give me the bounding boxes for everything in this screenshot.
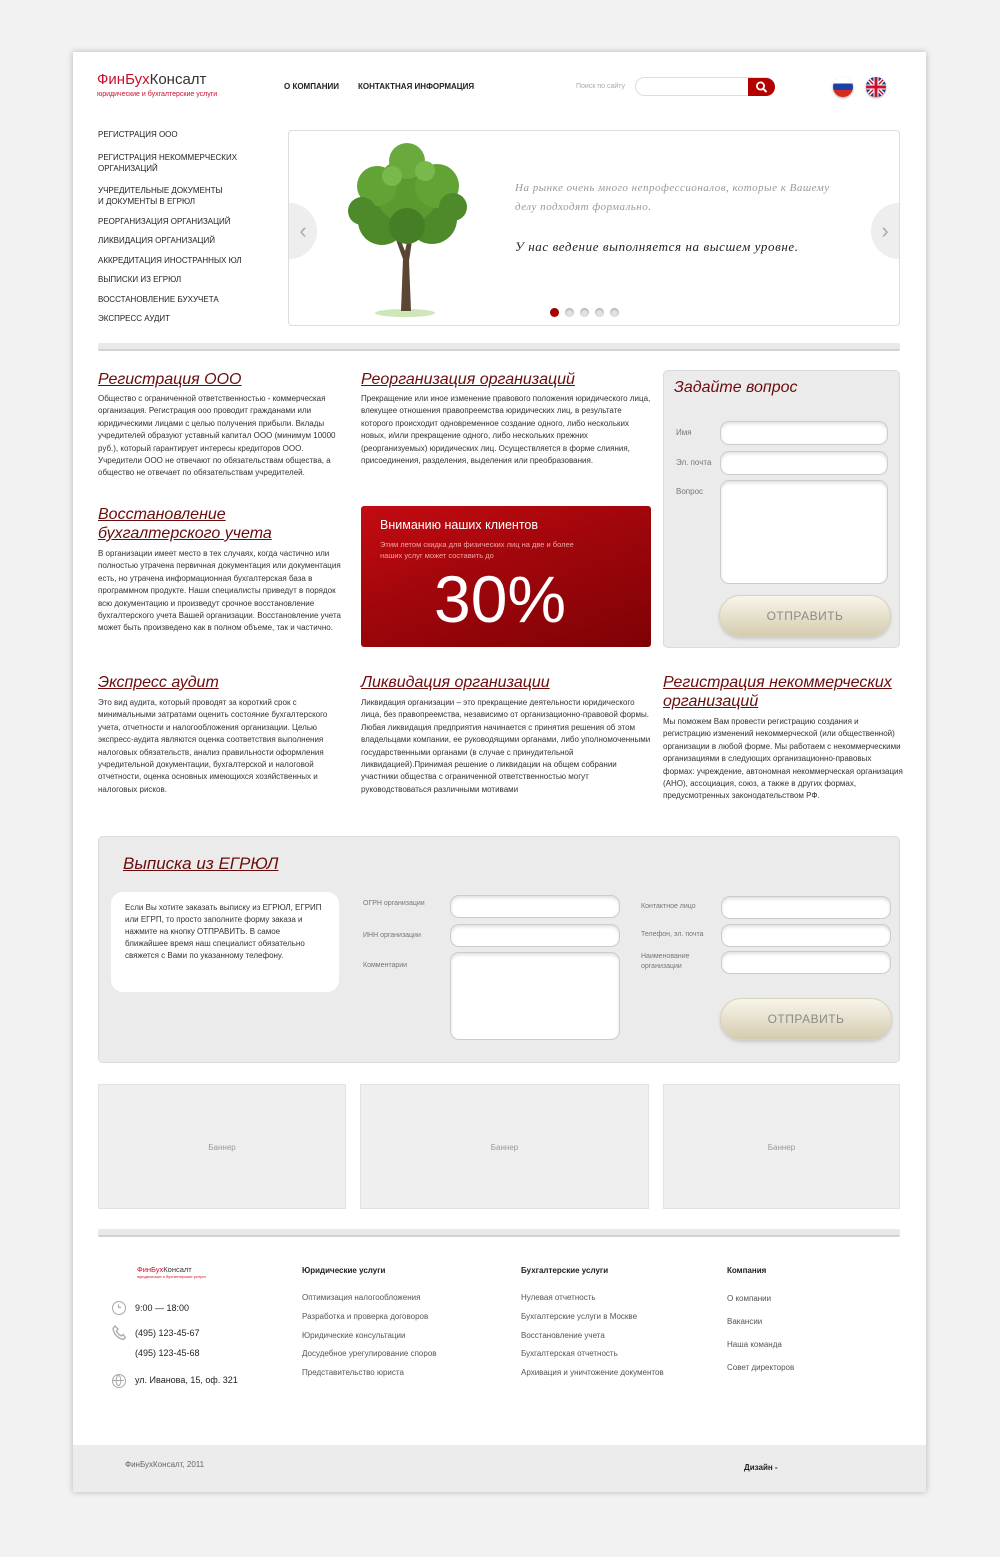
sidebar-item-nonprofit-registration[interactable]: РЕГИСТРАЦИЯ НЕКОММЕРЧЕСКИХ ОРГАНИЗАЦИЙ <box>98 153 238 173</box>
article-text-restoration: В организации имеет место в тех случаях, когда частично или полностью утрачена первичная документация или документация есть, но утрачена информационная бухгалтерская база в программном продукте. Наши специалисты приведут в порядок всю документацию и произведут срочное восстановление бухгалтерского учета Вашей организации. Восстановление учета может быть произведено как в полном объеме, так и частично. <box>98 549 341 633</box>
section-divider <box>98 343 900 351</box>
sidebar-item-liquidation[interactable]: ЛИКВИДАЦИЯ ОРГАНИЗАЦИЙ <box>98 236 215 245</box>
footer-legal-link[interactable]: Юридические консультации <box>302 1331 406 1340</box>
slider-next-button[interactable] <box>871 203 899 259</box>
footer-accounting-link[interactable]: Архивация и уничтожение документов <box>521 1368 664 1377</box>
article-text-llc: Общество с ограниченной ответственностью - коммерческая организация. Регистрация ооо проводит гражданами или юридическими лицами с целью получения прибыли. Вклады учредителей образуют уставный капитал ООО (минимум 10000 руб.), который гарантирует интересы кредиторов ООО. Учредители ООО не отвечают по обязательствам общества, а общество не отвечает по обязательствам учредителей. <box>98 394 336 478</box>
ogrn-field[interactable] <box>450 895 620 918</box>
uk-flag-icon[interactable] <box>866 77 886 97</box>
banner-placeholder[interactable]: Баннер <box>98 1084 346 1209</box>
footer-legal-link[interactable]: Досудебное урегулирование споров <box>302 1349 437 1358</box>
egrul-submit-button[interactable]: ОТПРАВИТЬ <box>720 998 892 1040</box>
article-title-llc[interactable]: Регистрация ООО <box>98 371 242 388</box>
sidebar-item-bookkeeping-restoration[interactable]: ВОССТАНОВЛЕНИЕ БУХУЧЕТА <box>98 295 219 304</box>
footer-company-link[interactable]: Наша команда <box>727 1340 782 1349</box>
promo-banner[interactable] <box>361 506 651 647</box>
ogrn-label: ОГРН организации <box>363 900 425 907</box>
article-text-nonprofit: Мы поможем Вам провести регистрацию создания и регистрацию изменений некоммерческой (или общественной) организации в любой форме. Мы работаем с некоммерческими организациями в следующих организационно-правовых формах: учреждение, автономная некоммерческая организация (АНО), ассоциация, союз, а также в других формах, предусмотренных законодательством РФ. <box>663 717 903 801</box>
search-label: Поиск по сайту <box>576 83 626 90</box>
footer-logo-part2: Консалт <box>163 1265 192 1274</box>
chevron-right-icon: › <box>881 218 889 243</box>
footer-legal-link[interactable]: Представительство юриста <box>302 1368 404 1377</box>
slide-quote-1: На рынке очень много непрофессионалов, которые к Вашему делу подходят формально. <box>515 182 830 213</box>
slider-dot[interactable] <box>595 308 604 317</box>
footer-phone-2[interactable]: (495) 123-45-68 <box>135 1348 200 1358</box>
article-title-audit[interactable]: Экспресс аудит <box>98 674 219 691</box>
inn-label: ИНН организации <box>363 932 421 939</box>
sidebar-item-express-audit[interactable]: ЭКСПРЕСС АУДИТ <box>98 314 171 323</box>
sidebar-item-egrul-extracts[interactable]: ВЫПИСКИ ИЗ ЕГРЮЛ <box>98 275 182 284</box>
promo-discount: 30% <box>434 562 567 636</box>
contact-person-field[interactable] <box>721 896 891 919</box>
phone-email-label: Телефон, эл. почта <box>641 931 704 938</box>
section-divider <box>98 1229 900 1237</box>
footer-company-link[interactable]: О компании <box>727 1294 772 1303</box>
comment-label: Комментарии <box>363 962 408 969</box>
inn-field[interactable] <box>450 924 620 947</box>
footer-accounting-heading: Бухгалтерские услуги <box>521 1266 609 1275</box>
footer-legal-heading: Юридические услуги <box>302 1266 386 1275</box>
tree-image <box>337 141 477 321</box>
egrul-note: Если Вы хотите заказать выписку из ЕГРЮЛ, ЕГРИП или ЕГРП, то просто заполните форму заказа и нажмите на кнопку ОТПРАВИТЬ. В самое ближайшее время наш специалист обязательно свяжется с Вами по указанному телефону. <box>111 892 339 992</box>
clock-icon <box>112 1301 126 1315</box>
footer-accounting-link[interactable]: Бухгалтерские услуги в Москве <box>521 1312 638 1321</box>
footer-company-link[interactable]: Вакансии <box>727 1317 763 1326</box>
egrul-title: Выписка из ЕГРЮЛ <box>123 854 279 873</box>
name-label: Имя <box>676 428 692 437</box>
banner-placeholder[interactable]: Баннер <box>663 1084 900 1209</box>
sidebar-item-llc-registration[interactable]: РЕГИСТРАЦИЯ ООО <box>98 130 178 139</box>
phone-email-field[interactable] <box>721 924 891 947</box>
search-button[interactable] <box>748 78 775 96</box>
logo-part1: ФинБух <box>97 71 150 88</box>
ask-question-form <box>663 370 900 648</box>
sidebar-item-reorganization[interactable]: РЕОРГАНИЗАЦИЯ ОРГАНИЗАЦИЙ <box>98 217 231 226</box>
question-field[interactable] <box>720 480 888 584</box>
banner-placeholder[interactable]: Баннер <box>360 1084 649 1209</box>
ask-form-title: Задайте вопрос <box>674 379 798 396</box>
slide-quote-2: У нас ведение выполняется на высшем уровне. <box>515 239 799 254</box>
ru-flag-icon[interactable] <box>833 77 853 97</box>
logo-part2: Консалт <box>149 71 207 88</box>
footer-accounting-link[interactable]: Нулевая отчетность <box>521 1293 596 1302</box>
hero-slider <box>288 130 900 326</box>
contact-person-label: Контактное лицо <box>641 903 696 910</box>
page-container <box>73 52 926 1492</box>
footer-legal-link[interactable]: Оптимизация налогообложения <box>302 1293 421 1302</box>
ask-submit-button[interactable]: ОТПРАВИТЬ <box>719 595 891 637</box>
nav-contacts[interactable]: КОНТАКТНАЯ ИНФОРМАЦИЯ <box>358 82 475 91</box>
article-title-nonprofit[interactable]: Регистрация некоммерческих организаций <box>663 674 892 710</box>
search-icon <box>748 78 775 96</box>
footer-company-heading: Компания <box>727 1266 767 1275</box>
article-text-audit: Это вид аудита, который проводят за короткий срок с минимальными затратами оценить состояние бухгалтерского учета, отчетности и налогообложения организации. Целью экспресс-аудита являются оценка соответствия выполнения налоговых обязательств, анализ правильности оформления учредительной документации, бухгалтерской и налоговой отчетности, оценка основных имеющихся хозяйственных и налоговых рисков. <box>98 698 328 794</box>
question-label: Вопрос <box>676 487 704 496</box>
logo[interactable] <box>97 71 206 88</box>
globe-icon <box>112 1374 126 1388</box>
slider-dot[interactable] <box>550 308 559 317</box>
slider-dot[interactable] <box>565 308 574 317</box>
nav-about[interactable]: О КОМПАНИИ <box>284 82 340 91</box>
footer-address: ул. Иванова, 15, оф. 321 <box>135 1375 238 1385</box>
article-text-reorganization: Прекращение или иное изменение правового положения юридического лица, влекущее отношения правопреемства юридических лиц, в результате которого происходит одновременное создание одного, либо нескольких новых, и/или прекращение одного, либо нескольких прежних (реорганизуемых) юридических лиц. Осуществляется в форме слияния, присоединения, разделения, выделения или преобразования. <box>361 394 651 466</box>
promo-subtitle: Этим летом скидка для физических лиц на две и более наших услуг может составить до <box>380 540 574 560</box>
comment-field[interactable] <box>450 952 620 1040</box>
egrul-request-form <box>98 836 900 1063</box>
article-title-restoration[interactable]: Восстановление бухгалтерского учета <box>98 506 272 542</box>
logo-subtitle: юридические и бухгалтерские услуги <box>97 91 218 98</box>
footer-hours: 9:00 — 18:00 <box>135 1303 190 1313</box>
phone-icon <box>112 1325 126 1341</box>
footer-accounting-link[interactable]: Восстановление учета <box>521 1331 605 1340</box>
email-label: Эл. почта <box>676 458 712 467</box>
sidebar-item-founding-documents[interactable]: УЧРЕДИТЕЛЬНЫЕ ДОКУМЕНТЫ И ДОКУМЕНТЫ В ЕГРЮЛ <box>98 186 223 206</box>
org-name-label: Наименование организации <box>641 953 690 970</box>
footer-logo-part1: ФинБух <box>137 1265 164 1274</box>
article-text-liquidation: Ликвидация организации – это прекращение деятельности юридического лица, без правопреемства, независимо от организационно-правовой формы. Любая ликвидация предприятия начинается с принятия решения об этом владельцами компании, ее руководящими органами, либо уполномоченными государственными органами (в случае с принудительной ликвидацией).Принимая решение о ликвидации на общем собрании участники общества с ограниченной ответственностью могут руководствоваться различными мотивами <box>361 698 651 794</box>
footer-legal-link[interactable]: Разработка и проверка договоров <box>302 1312 429 1321</box>
chevron-left-icon: ‹ <box>299 218 307 243</box>
sidebar-item-accreditation[interactable]: АККРЕДИТАЦИЯ ИНОСТРАННЫХ ЮЛ <box>98 256 242 265</box>
footer-logo-subtitle: юридические и бухгалтерские услуги <box>137 1274 206 1279</box>
article-title-reorganization[interactable]: Реорганизация организаций <box>361 371 575 388</box>
email-field[interactable] <box>720 451 888 475</box>
slider-prev-button[interactable] <box>289 203 317 259</box>
footer-phone-1[interactable]: (495) 123-45-67 <box>135 1328 200 1338</box>
footer-company-link[interactable]: Совет директоров <box>727 1363 795 1372</box>
promo-title: Вниманию наших клиентов <box>380 518 539 532</box>
slider-dot[interactable] <box>610 308 619 317</box>
footer-accounting-link[interactable]: Бухгалтерская отчетность <box>521 1349 618 1358</box>
footer-design-credit[interactable]: Дизайн - <box>744 1463 778 1472</box>
footer-copyright: ФинБухКонсалт, 2011 <box>125 1460 205 1469</box>
org-name-field[interactable] <box>721 951 891 974</box>
footer-logo[interactable] <box>137 1265 192 1274</box>
article-title-liquidation[interactable]: Ликвидация организации <box>361 674 550 691</box>
slider-dot[interactable] <box>580 308 589 317</box>
name-field[interactable] <box>720 421 888 445</box>
